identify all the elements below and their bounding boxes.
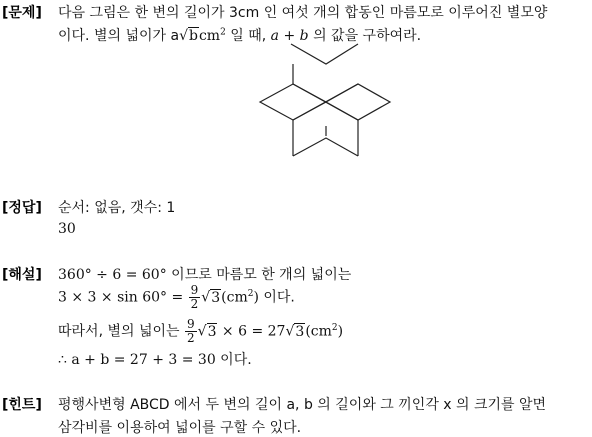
explanation-line-3-text: 따라서, 별의 넓이는 [58,323,184,340]
sqrt-symbol-3: √ [197,323,207,340]
problem-line-1: 다음 그림은 한 변의 길이가 3cm 인 여섯 개의 합동인 마름모로 이루어진 별모양 [58,5,548,21]
explanation-line-2-text: 이다. [258,289,295,306]
problem-line-2-mid: 일 때, [225,28,271,44]
unit-exp-2: 2 [331,322,338,333]
sqrt-three-3: 3 [295,323,305,340]
unit-cm-2: (cm [305,323,332,340]
answer-value: 30 [58,221,76,237]
answer-line-1: 순서: 없음, 갯수: 1 [58,200,176,216]
figure-right-rhombus [326,84,390,120]
hint-label: [힌트] [2,397,42,413]
explanation-line-1 [58,264,351,284]
answer-label: [정답] [2,200,42,216]
hint-line-2: 삼각비를 이용하여 넓이를 구할 수 있다. [58,420,302,436]
sqrt-symbol-1: √ [179,28,188,44]
problem-line-2-prefix: 이다. 별의 넓이가 a [58,28,180,44]
figure-lower-rhombus-edge [293,138,358,156]
problem-unit: cm [198,28,221,44]
explanation-line-3-mid: × 6 = 27 [217,323,286,340]
hint-line-1: 평행사변형 ABCD 에서 두 변의 길이 a, b 의 길이와 그 끼인각 x 의 크기를 알면 [58,397,547,413]
unit-close-1: ) [253,289,259,306]
problem-sqrt-b: b [188,28,198,44]
sqrt-symbol-2: √ [201,289,211,306]
fraction-denominator: 2 [187,331,195,345]
problem-expression: a + b [270,28,309,44]
problem-unit-exp: 2 [220,27,226,38]
problem-line-2-suffix: 의 값을 구하여라. [308,28,422,44]
sqrt-symbol-4: √ [285,323,295,340]
sqrt-three-2: 3 [207,323,217,340]
fraction-denominator: 2 [190,297,199,311]
fraction-nine-halves-1 [189,284,201,311]
unit-close-2: ) [337,323,344,340]
fraction-numerator: 9 [190,283,199,297]
explanation-line-3 [58,318,343,345]
explanation-angle-expr: 360° ÷ 6 = 60° [58,267,167,283]
problem-label: [문제] [2,5,42,21]
explanation-area-expr: 3 × 3 × sin 60° = [58,289,184,306]
sqrt-three-1: 3 [211,289,221,306]
explanation-line-1-text: 이므로 마름모 한 개의 넓이는 [166,267,352,283]
unit-cm-1: (cm [221,289,248,306]
explanation-label: [해설] [2,267,42,283]
unit-exp-1: 2 [247,288,254,299]
explanation-line-2 [58,284,295,311]
figure-top-rhombus-edge [291,44,358,64]
explanation-line-4: ∴ a + b = 27 + 3 = 30 이다. [58,352,252,368]
figure-left-rhombus [260,84,326,120]
fraction-nine-halves-2 [185,318,197,345]
fraction-numerator: 9 [187,317,195,331]
